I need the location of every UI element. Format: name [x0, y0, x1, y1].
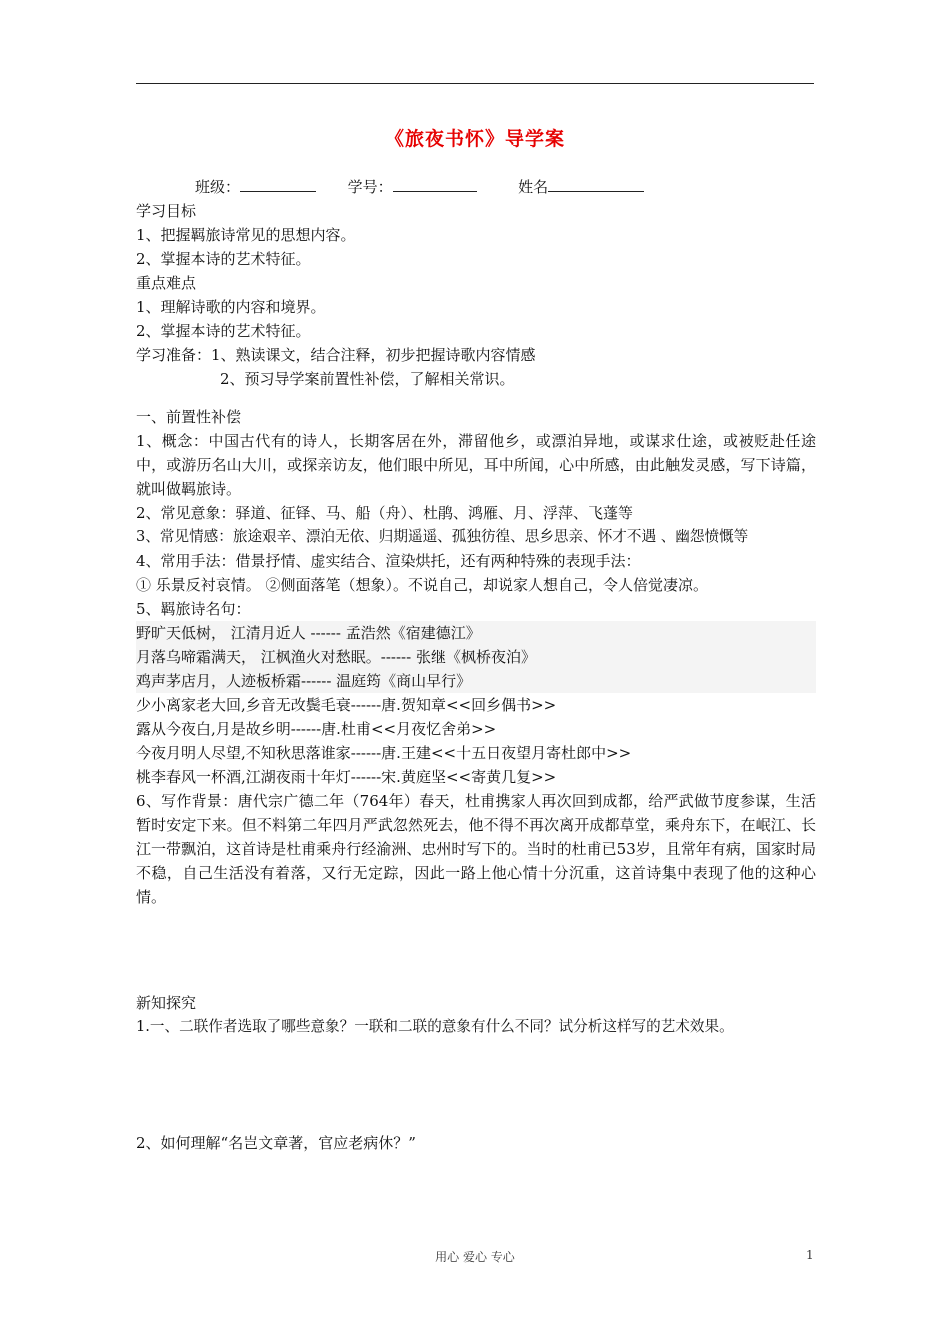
footer-text: 用心 爱心 专心: [435, 1250, 515, 1264]
imagery-line: 2、常见意象：驿道、征铎、马、船（舟）、杜鹃、鸿雁、月、浮萍、飞蓬等: [136, 504, 634, 522]
class-field[interactable]: [240, 177, 316, 192]
quote-line: 露从今夜白,月是故乡明------唐.杜甫<<月夜忆舍弟>>: [136, 720, 497, 738]
quotes-heading: 5、羁旅诗名句：: [136, 600, 251, 618]
emotion-line: 3、常见情感：旅途艰辛、漂泊无依、归期遥遥、孤独彷徨、思乡思亲、怀才不遇 、幽怨愤慨等: [136, 528, 749, 545]
quote-line: 今夜月明人尽望,不知秋思落谁家------唐.王建<<十五日夜望月寄杜郎中>>: [136, 744, 632, 762]
quote-line: 月落乌啼霜满天， 江枫渔火对愁眠。------ 张继《枫桥夜泊》: [136, 648, 536, 666]
key-item: 2、掌握本诗的艺术特征。: [136, 322, 311, 340]
key-item: 1、理解诗歌的内容和境界。: [136, 298, 326, 316]
technique-line: 4、常用手法：借景抒情、虚实结合、渲染烘托，还有两种特殊的表现手法：: [136, 552, 641, 570]
student-info-row: [195, 176, 644, 197]
prep-line: 2、预习导学案前置性补偿，了解相关常识。: [220, 370, 515, 388]
quote-line: 野旷天低树， 江清月近人 ------ 孟浩然《宿建德江》: [136, 624, 481, 642]
goal-item: 1、把握羁旅诗常见的思想内容。: [136, 226, 356, 244]
prep-line: 学习准备：1、熟读课文，结合注释，初步把握诗歌内容情感: [136, 346, 536, 364]
key-heading: 重点难点: [136, 274, 197, 292]
header-rule: [136, 83, 814, 84]
question-2: 2、如何理解“名岂文章著，官应老病休？”: [136, 1134, 416, 1152]
page-number: 1: [806, 1248, 814, 1262]
explore-heading: 新知探究: [136, 994, 197, 1012]
technique-detail-line: ① 乐景反衬哀情。 ②侧面落笔（想象）。不说自己，却说家人想自己，令人倍觉凄凉。: [136, 576, 709, 594]
concept-paragraph: 1、概念：中国古代有的诗人，长期客居在外，滞留他乡，或漂泊异地，或谋求仕途，或被贬赴任途中，或游历名山大川，或探亲访友，他们眼中所见，耳中所闻，心中所感，由此触发灵感，写下诗篇，就叫做羁旅诗。: [136, 432, 816, 498]
quote-line: 鸡声茅店月，人迹板桥霜------ 温庭筠《商山早行》: [136, 672, 472, 690]
student-id-field[interactable]: [393, 177, 477, 192]
question-1: 1.一、二联作者选取了哪些意象？一联和二联的意象有什么不同？试分析这样写的艺术效果。: [136, 1018, 734, 1035]
background-paragraph: 6、写作背景：唐代宗广德二年（764年）春天，杜甫携家人再次回到成都，给严武做节度参谋，生活暂时安定下来。但不料第二年四月严武忽然死去，他不得不再次离开成都草堂，乘舟东下，在岷江、长江一带飘泊，这首诗是杜甫乘舟行经渝洲、忠州时写下的。当时的杜甫已53岁，且常年有病，国家时局不稳，自己生活没有着落，又行无定踪，因此一路上他心情十分沉重，这首诗集中表现了他的这种心情。: [136, 792, 816, 906]
quote-line: 少小离家老大回,乡音无改鬓毛衰------唐.贺知章<<回乡偶书>>: [136, 696, 557, 714]
document-body: [136, 199, 816, 1155]
page-title: 《旅夜书怀》导学案: [384, 128, 565, 150]
student-id-label: 学号：: [347, 178, 393, 196]
class-label: 班级：: [195, 178, 241, 196]
name-field[interactable]: [548, 177, 644, 192]
section-heading: 一、前置性补偿: [136, 408, 242, 426]
name-label: 姓名: [518, 178, 549, 196]
quote-line: 桃李春风一杯酒,江湖夜雨十年灯------宋.黄庭坚<<寄黄几复>>: [136, 768, 557, 786]
goals-heading: 学习目标: [136, 202, 197, 220]
shaded-quotes: [136, 621, 816, 693]
goal-item: 2、掌握本诗的艺术特征。: [136, 250, 311, 268]
